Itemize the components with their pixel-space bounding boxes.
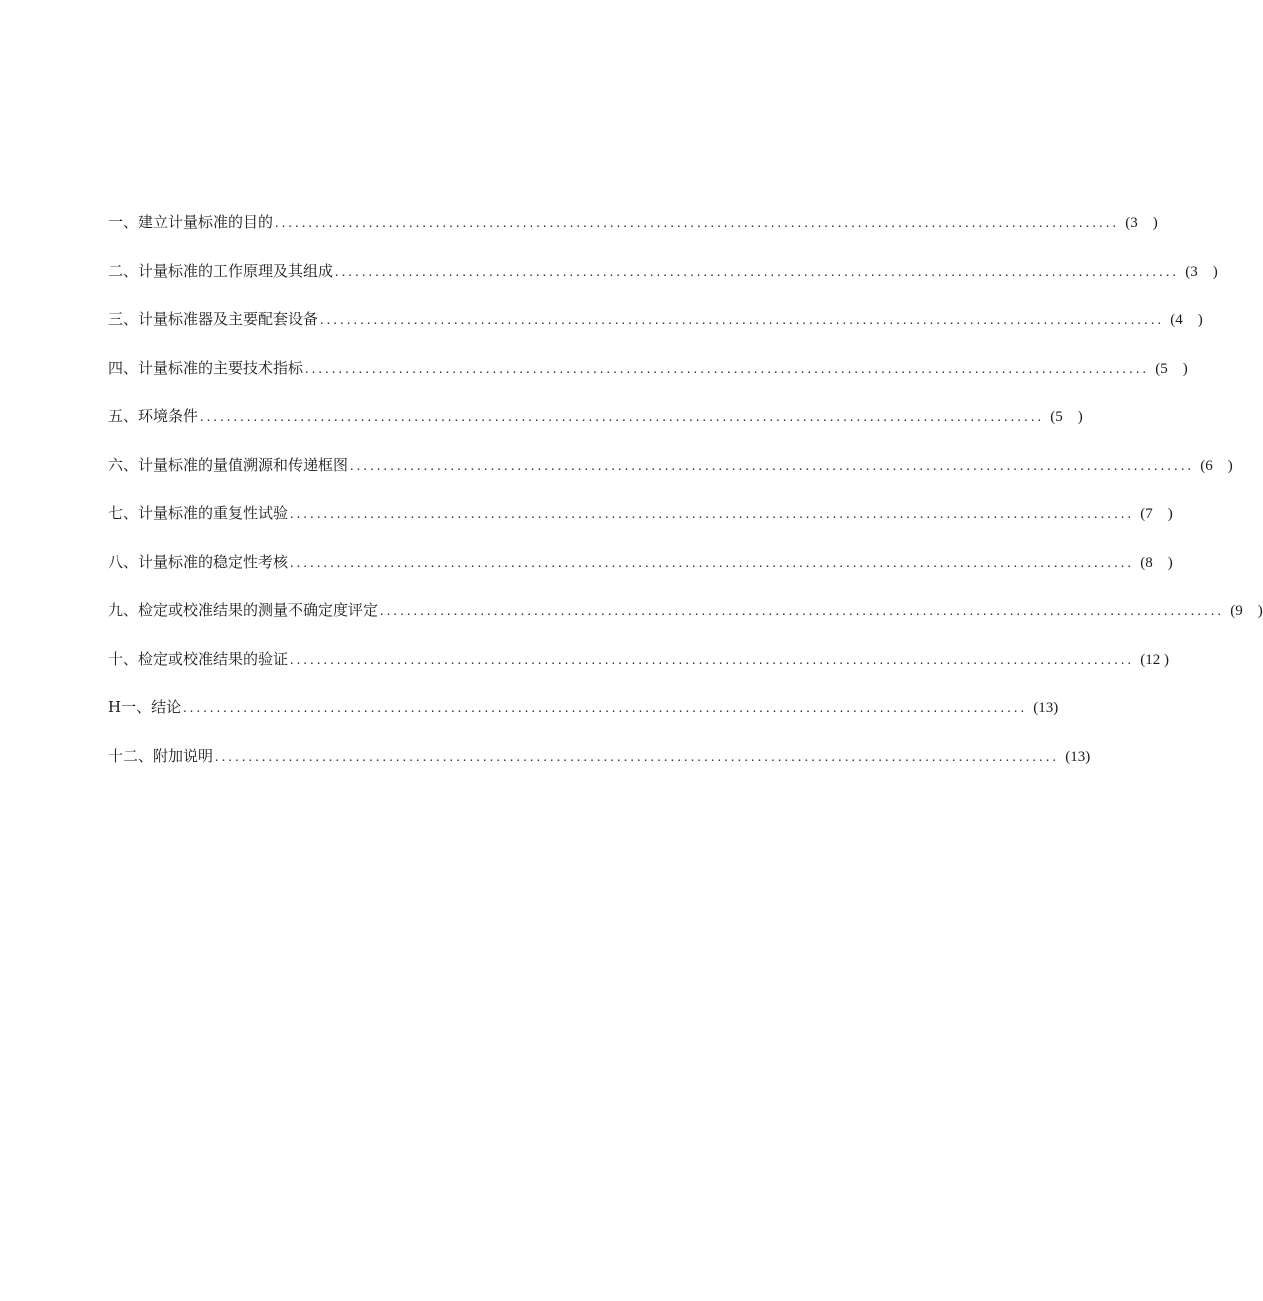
toc-entry-title: 三、计量标准器及主要配套设备: [108, 310, 319, 328]
toc-dot-leader: ..............................................................................................................................: [290, 507, 1135, 522]
toc-entry-title: 八、计量标准的稳定性考核: [108, 552, 289, 571]
toc-entry-page: (3 ): [1125, 215, 1158, 231]
toc-dot-leader: ..............................................................................................................................: [275, 216, 1120, 231]
toc-dot-leader: ..............................................................................................................................: [290, 652, 1135, 668]
toc-dot-leader: ..............................................................................................................................: [183, 701, 1028, 716]
toc-entry-title: 二、计量标准的工作原理及其组成: [108, 261, 334, 280]
toc-entry-title: 六、计量标准的量值溯源和传递框图: [108, 455, 349, 474]
toc-entry-title: 十、检定或校准结果的验证: [108, 649, 289, 668]
toc-dot-leader: ..............................................................................................................................: [335, 264, 1180, 280]
toc-entry-page: (5 ): [1050, 409, 1083, 425]
toc-entry-7[interactable]: [108, 501, 1173, 525]
toc-entry-6[interactable]: [108, 453, 1233, 477]
toc-dot-leader: ..............................................................................................................................: [350, 458, 1195, 474]
toc-entry-8[interactable]: [108, 550, 1173, 574]
toc-entry-title: 四、计量标准的主要技术指标: [108, 358, 304, 377]
toc-entry-title: 五、环境条件: [108, 407, 199, 425]
toc-dot-leader: ..............................................................................................................................: [320, 313, 1165, 328]
toc-entry-11[interactable]: [108, 695, 1059, 719]
toc-entry-4[interactable]: [108, 356, 1188, 380]
toc-entry-2[interactable]: [108, 259, 1218, 283]
toc-entry-5[interactable]: [108, 404, 1083, 428]
toc-dot-leader: ..............................................................................................................................: [380, 604, 1225, 619]
toc-entry-page: (3 ): [1185, 263, 1218, 280]
toc-entry-title: 九、检定或校准结果的测量不确定度评定: [108, 601, 379, 619]
toc-dot-leader: ..............................................................................................................................: [215, 749, 1060, 765]
toc-entry-page: (8 ): [1140, 554, 1173, 571]
toc-entry-12[interactable]: [108, 744, 1091, 768]
toc-entry-1[interactable]: [108, 210, 1158, 234]
toc-entry-9[interactable]: [108, 598, 1263, 622]
toc-entry-10[interactable]: [108, 647, 1169, 671]
toc-dot-leader: ..............................................................................................................................: [200, 410, 1045, 425]
toc-entry-page: (4 ): [1170, 312, 1203, 328]
toc-entry-page: (13): [1033, 700, 1059, 716]
toc-entry-title: H一、结论: [108, 698, 182, 716]
toc-dot-leader: ..............................................................................................................................: [305, 361, 1150, 377]
toc-entry-title: 一、建立计量标准的目的: [108, 213, 274, 231]
toc-entry-page: (7 ): [1140, 506, 1173, 522]
toc-dot-leader: ..............................................................................................................................: [290, 555, 1135, 571]
toc-entry-page: (6 ): [1200, 457, 1233, 474]
toc-entry-page: (9 ): [1230, 603, 1263, 619]
table-of-contents: [108, 210, 1263, 792]
toc-entry-title: 十二、附加说明: [108, 746, 214, 765]
toc-entry-page: (12 ): [1140, 651, 1169, 668]
toc-entry-3[interactable]: [108, 307, 1203, 331]
toc-entry-page: (13): [1065, 748, 1091, 765]
toc-entry-title: 七、计量标准的重复性试验: [108, 504, 289, 522]
toc-entry-page: (5 ): [1155, 360, 1188, 377]
